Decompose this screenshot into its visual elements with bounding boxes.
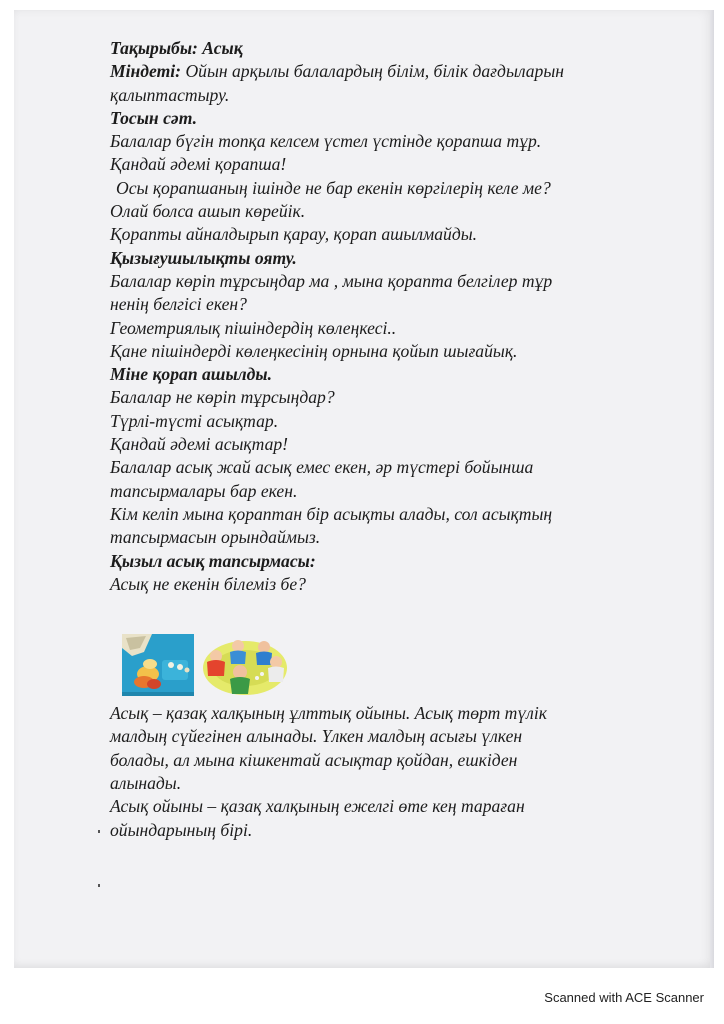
line-text: Олай болса ашып көрейік.	[110, 201, 306, 222]
text-line	[110, 60, 670, 83]
line-text: Қандай әдемі асықтар!	[110, 434, 289, 455]
line-text: алынады.	[110, 773, 182, 794]
image-row	[122, 632, 670, 700]
line-text: ненің белгісі екен?	[110, 294, 247, 315]
text-line	[110, 293, 670, 316]
text-line	[110, 526, 670, 549]
text-line	[110, 386, 670, 409]
line-text: Балалар бүгін топқа келсем үстел үстінде қорапша тұр.	[110, 131, 542, 152]
line-text: Геометриялық пішіндердің көлеңкесі..	[110, 317, 397, 338]
line-text: Асық ойыны – қазақ халқының ежелгі өте кең тараған	[110, 796, 525, 817]
document-body	[110, 37, 670, 842]
line-text: Асық – қазақ халқының ұлттық ойыны. Асық төрт түлік	[110, 703, 547, 724]
text-line	[110, 200, 670, 223]
text-line	[110, 702, 670, 725]
line-text: қалыптастыру.	[110, 84, 230, 105]
section-heading: Міндеті:	[110, 61, 182, 82]
text-line	[110, 573, 670, 596]
line-text: Түрлі-түсті асықтар.	[110, 410, 279, 431]
line-text: болады, ал мына кішкентай асықтар қойдан, ешкіден	[110, 749, 518, 770]
line-text: Қандай әдемі қорапша!	[110, 154, 287, 175]
text-line	[110, 247, 670, 270]
spacer	[110, 596, 670, 632]
text-line	[110, 270, 670, 293]
line-text: Балалар не көріп тұрсыңдар?	[110, 387, 335, 408]
text-line	[110, 550, 670, 573]
line-text: ойындарының бірі.	[110, 819, 253, 840]
text-line	[110, 153, 670, 176]
line-text: Қане пішіндерді көлеңкесінің орнына қойып шығайық.	[110, 340, 518, 361]
section-heading: Тақырыбы: Асық	[110, 38, 243, 58]
page-edge-shadow	[710, 10, 714, 968]
text-line	[110, 772, 670, 795]
line-text: Ойын арқылы балалардың білім, білік дағдыларын	[181, 61, 564, 82]
text-line	[110, 223, 670, 246]
section-heading: Қызығушылықты ояту.	[110, 247, 297, 268]
line-text: Кім келіп мына қораптан бір асықты алады, сол асықтың	[110, 503, 553, 524]
text-line	[110, 410, 670, 433]
text-line	[110, 480, 670, 503]
scan-speck	[98, 830, 100, 833]
text-line	[110, 177, 670, 200]
scan-speck	[98, 884, 100, 887]
line-text: Қорапты айналдырып қарау, қорап ашылмайды.	[110, 224, 478, 245]
text-line	[110, 340, 670, 363]
line-text: Осы қорапшаның ішінде не бар екенін көргілерің келе ме?	[116, 177, 551, 198]
line-text: тапсырмалары бар екен.	[110, 480, 298, 501]
text-line	[110, 317, 670, 340]
text-line	[110, 456, 670, 479]
line-text: Балалар асық жай асық емес екен, әр түстері бойынша	[110, 457, 534, 478]
text-line	[110, 84, 670, 107]
text-line	[110, 503, 670, 526]
text-line	[110, 37, 670, 60]
children-playing-illustration	[202, 632, 288, 696]
text-line	[110, 363, 670, 386]
scanner-watermark: Scanned with ACE Scanner	[544, 990, 704, 1005]
text-line	[110, 749, 670, 772]
section-heading: Міне қорап ашылды.	[110, 364, 273, 385]
asyk-bones-photo	[122, 634, 194, 696]
section-heading: Қызыл асық тапсырмасы:	[110, 550, 316, 571]
text-line	[110, 795, 670, 818]
lesson-text-bottom	[110, 702, 670, 842]
line-text: малдың сүйегінен алынады. Үлкен малдың асығы үлкен	[110, 726, 523, 747]
text-line	[110, 433, 670, 456]
lesson-text-top	[110, 37, 670, 596]
text-line	[110, 130, 670, 153]
line-text: Балалар көріп тұрсыңдар ма , мына қорапта белгілер тұр	[110, 270, 553, 291]
line-text: тапсырмасын орындаймыз.	[110, 527, 321, 548]
section-heading: Тосын сәт.	[110, 107, 198, 128]
line-text: Асық не екенін білеміз бе?	[110, 573, 306, 594]
text-line	[110, 819, 670, 842]
text-line	[110, 725, 670, 748]
text-line	[110, 107, 670, 130]
